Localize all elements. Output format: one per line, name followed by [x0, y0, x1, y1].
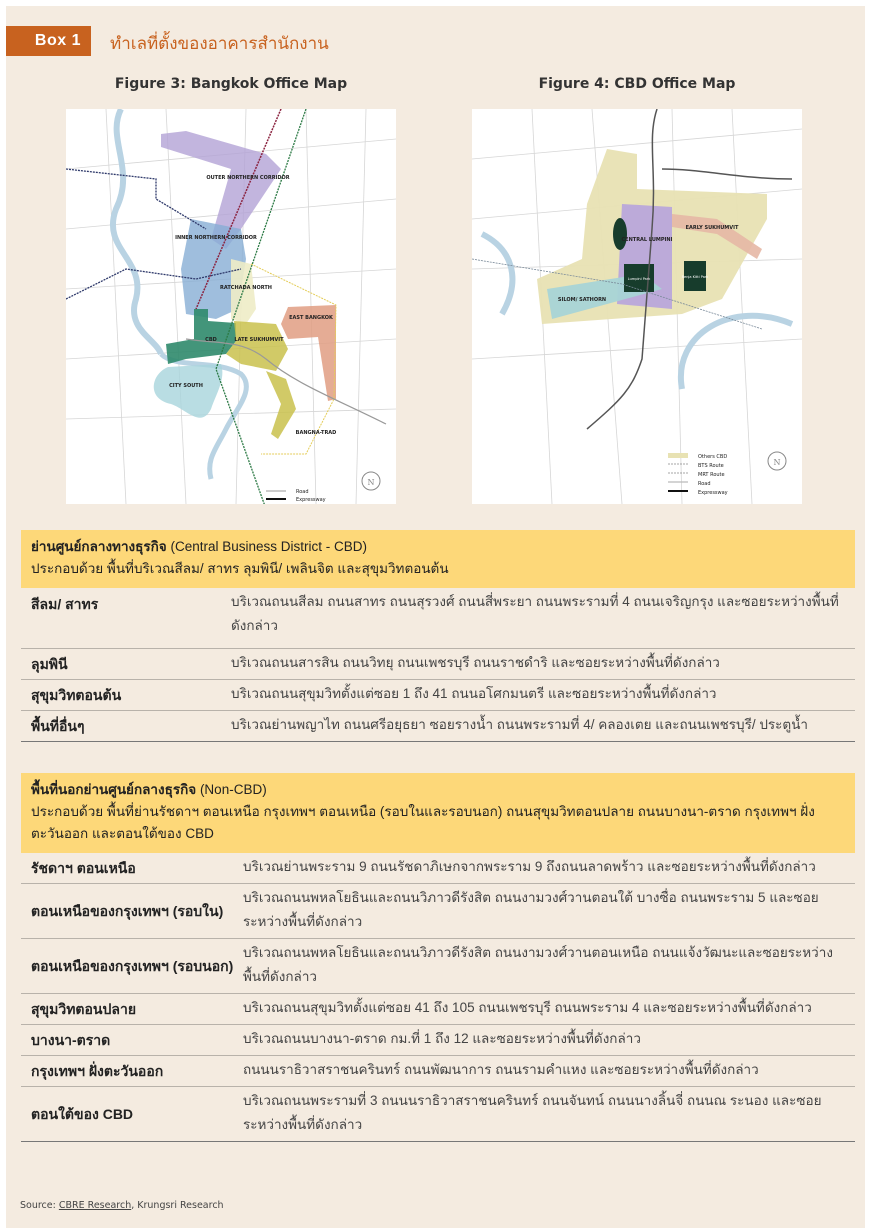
table-row [21, 1025, 855, 1056]
table-row [21, 853, 855, 884]
legend-road: Road [296, 489, 309, 495]
figure-4-title: Figure 4: CBD Office Map [538, 76, 736, 92]
bangkok-office-map [66, 109, 396, 504]
label-city-south: CITY SOUTH [169, 383, 203, 389]
table-row [21, 588, 855, 649]
table-row [21, 1056, 855, 1087]
park-oval [613, 218, 627, 250]
cbd-office-map [472, 109, 802, 504]
noncbd-description: ประกอบด้วย พื้นที่ย่านรัชดาฯ ตอนเหนือ กรุงเทพฯ ตอนเหนือ (รอบในและรอบนอก) ถนนสุขุมวิทตอนปลาย ถนนบางนา-ตราด กรุงเทพฯ ฝั่งตะวันออก และตอนใต้ของ CBD [31, 804, 815, 841]
area-description: บริเวณถนนสารสิน ถนนวิทยุ ถนนเพชรบุรี ถนนราชดำริ และซอยระหว่างพื้นที่ดังกล่าว [231, 655, 720, 670]
label-silom-sathorn: SILOM/ SATHORN [557, 297, 607, 303]
zone-bangna-trad [266, 371, 296, 439]
noncbd-header [21, 773, 855, 853]
label-bangna-trad: BANGNA-TRAD [295, 430, 337, 436]
area-description: บริเวณย่านพญาไท ถนนศรีอยุธยา ซอยรางน้ำ ถนนพระรามที่ 4/ คลองเตย และถนนเพชรบุรี/ ประตูน้ำ [231, 717, 809, 732]
area-description: บริเวณย่านพระราม 9 ถนนรัชดาภิเษกจากพระราม 9 ถึงถนนลาดพร้าว และซอยระหว่างพื้นที่ดังกล่าว [243, 859, 816, 874]
cbd-section [21, 530, 855, 742]
svg-text:N: N [367, 478, 375, 487]
table-row [21, 1087, 855, 1142]
label-early-sukhumvit: EARLY SUKHUMVIT [685, 225, 739, 231]
legend-others-cbd: Others CBD [698, 454, 728, 460]
area-name: กรุงเทพฯ ฝั่งตะวันออก [31, 1063, 164, 1079]
label-central-lumpini: CENTRAL LUMPINI [621, 237, 673, 243]
area-description: บริเวณถนนบางนา-ตราด กม.ที่ 1 ถึง 12 และซอยระหว่างพื้นที่ดังกล่าว [243, 1031, 641, 1046]
legend-expressway: Expressway [296, 497, 326, 503]
area-description: บริเวณถนนพหลโยธินและถนนวิภาวดีรังสิต ถนนงามวงศ์วานตอนเหนือ ถนนแจ้งวัฒนะและซอยระหว่างพื้นที่ดังกล่าว [243, 945, 833, 984]
legend-expressway: Expressway [698, 490, 728, 496]
area-description: บริเวณถนนสุขุมวิทตั้งแต่ซอย 41 ถึง 105 ถนนเพชรบุรี ถนนพระราม 4 และซอยระหว่างพื้นที่ดังกล่าว [243, 1000, 812, 1015]
area-name: สุขุมวิทตอนปลาย [31, 1001, 137, 1017]
area-description: บริเวณถนนสุขุมวิทตั้งแต่ซอย 1 ถึง 41 ถนนอโศกมนตรี และซอยระหว่างพื้นที่ดังกล่าว [231, 686, 717, 701]
label-cbd: CBD [205, 337, 217, 343]
table-row [21, 680, 855, 711]
legend-road: Road [698, 481, 711, 487]
table-row [21, 994, 855, 1025]
label-ratchada-north: RATCHADA NORTH [220, 285, 272, 291]
box-title: ทำเลที่ตั้งของอาคารสำนักงาน [110, 34, 329, 53]
label-inner-northern: INNER NORTHERN CORRIDOR [175, 235, 257, 241]
source-note: Source: CBRE Research, Krungsri Research [20, 1200, 224, 1211]
area-description: บริเวณถนนพระรามที่ 3 ถนนนราธิวาสราชนครินทร์ ถนนจันทน์ ถนนนางลิ้นจี่ ถนนณ ระนอง และซอยระหว่างพื้นที่ดังกล่าว [243, 1093, 822, 1132]
area-description: บริเวณถนนสีลม ถนนสาทร ถนนสุรวงศ์ ถนนสี่พระยา ถนนพระรามที่ 4 ถนนเจริญกรุง และซอยระหว่างพื้นที่ดังกล่าว [231, 594, 839, 633]
noncbd-heading-en: (Non-CBD) [199, 782, 267, 797]
table-row [21, 939, 855, 994]
cbd-heading-en: (Central Business District - CBD) [170, 539, 368, 554]
compass-icon [768, 452, 786, 470]
label-late-sukhumvit: LATE SUKHUMVIT [234, 337, 284, 343]
area-name: พื้นที่อื่นๆ [31, 718, 85, 734]
compass-icon [362, 472, 380, 490]
area-name: ตอนเหนือของกรุงเทพฯ (รอบนอก) [31, 958, 234, 974]
table-row [21, 649, 855, 680]
table-row [21, 884, 855, 939]
area-name: บางนา-ตราด [31, 1032, 111, 1048]
area-description: ถนนนราธิวาสราชนครินทร์ ถนนพัฒนาการ ถนนรามคำแหง และซอยระหว่างพื้นที่ดังกล่าว [243, 1062, 759, 1077]
area-name: สุขุมวิทตอนต้น [31, 687, 122, 703]
area-name: ตอนใต้ของ CBD [31, 1106, 134, 1122]
area-name: สีลม/ สาทร [31, 596, 99, 612]
area-description: บริเวณถนนพหลโยธินและถนนวิภาวดีรังสิต ถนนงามวงศ์วานตอนใต้ บางซื่อ ถนนพระราม 5 และซอยระหว่างพื้นที่ดังกล่าว [243, 890, 819, 929]
svg-text:N: N [773, 458, 781, 467]
noncbd-heading-th: พื้นที่นอกย่านศูนย์กลางธุรกิจ [31, 782, 197, 797]
cbd-heading-th: ย่านศูนย์กลางทางธุรกิจ [31, 539, 167, 554]
box-tag: Box 1 [6, 26, 91, 56]
table-row [21, 711, 855, 742]
figure-3-title: Figure 3: Bangkok Office Map [114, 76, 348, 92]
label-lumpini-park: Lumpini Park [627, 277, 651, 281]
area-name: ลุมพินี [31, 656, 68, 672]
legend-mrt-route: MRT Route [698, 472, 725, 478]
label-east-bangkok: EAST BANGKOK [289, 315, 333, 321]
cbd-description: ประกอบด้วย พื้นที่บริเวณสีลม/ สาทร ลุมพินี/ เพลินจิต และสุขุมวิทตอนต้น [31, 561, 449, 576]
zone-city-south [154, 364, 223, 418]
zone-late-sukhumvit [226, 321, 288, 371]
box-panel [6, 6, 865, 1228]
noncbd-section [21, 773, 855, 1142]
area-name: ตอนเหนือของกรุงเทพฯ (รอบใน) [31, 903, 224, 919]
area-name: รัชดาฯ ตอนเหนือ [31, 860, 136, 876]
label-benja-kitti-park: Benja Kitti Park [681, 275, 709, 279]
legend-bts-route: BTS Route [698, 463, 724, 469]
source-link-cbre[interactable]: CBRE Research [58, 1200, 132, 1211]
cbd-header [21, 530, 855, 588]
label-outer-northern: OUTER NORTHERN CORRIDOR [206, 175, 290, 181]
